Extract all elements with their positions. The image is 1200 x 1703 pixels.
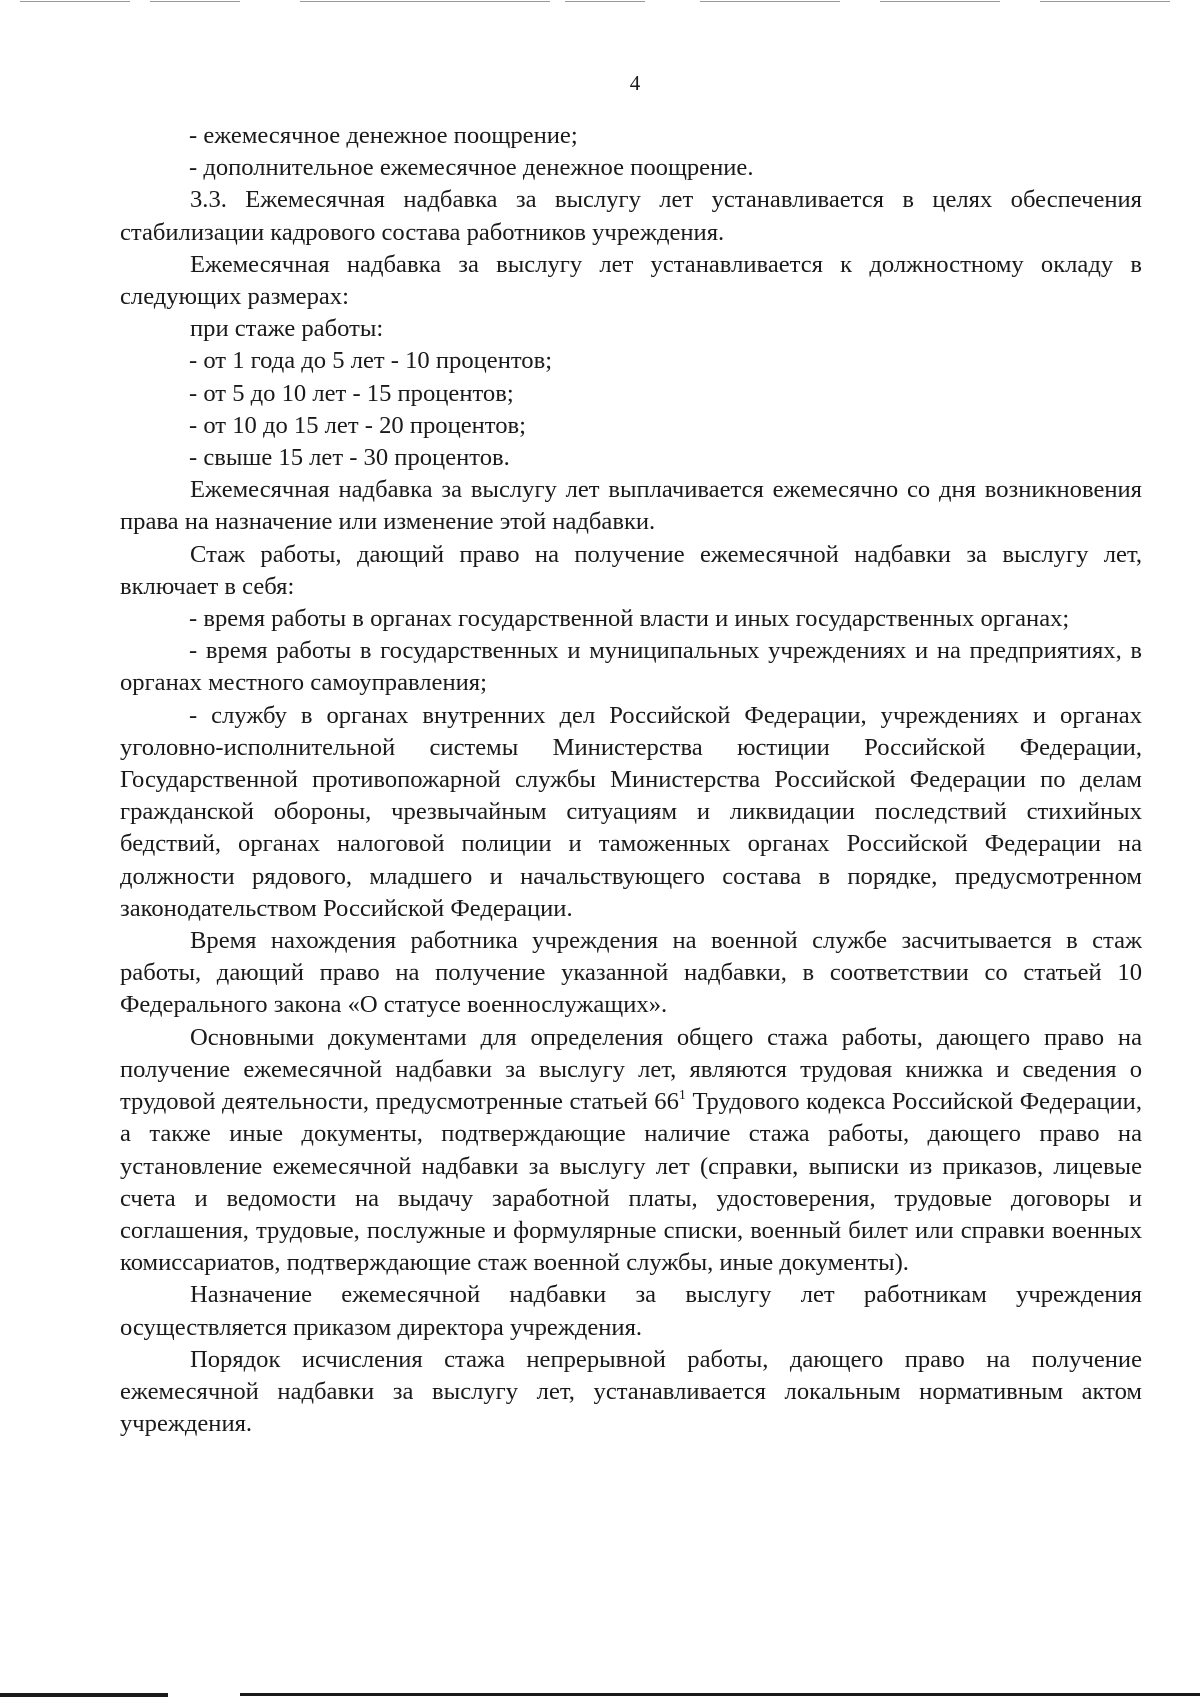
list-item: - от 1 года до 5 лет - 10 процентов; (189, 347, 553, 375)
paragraph: Ежемесячная надбавка за выслугу лет выплачивается ежемесячно со дня возникновения права на назначение или изменение этой надбавки. (120, 476, 1142, 536)
documents-text-after: Трудового кодекса Российской Федерации, а также иные документы, подтверждающие наличие стажа работы, дающего право на установление ежемесячной надбавки за выслугу лет (справки, выписки из приказов, лицевые счета и ведомости на выдачу заработной платы, удостоверения, трудовые договоры и соглашения, трудовые, послужные и формулярные списки, военный билет или справки военных комиссариатов, подтверждающие стаж военной службы, иные документы). (120, 1088, 1142, 1277)
list-item: - дополнительное ежемесячное денежное поощрение. (189, 154, 754, 182)
list-item: - от 5 до 10 лет - 15 процентов; (189, 379, 514, 407)
scan-edge-top (0, 0, 1200, 6)
section-3-3-paragraph: 3.3. Ежемесячная надбавка за выслугу лет устанавливается в целях обеспечения стабилизации кадрового состава работников учреждения. (120, 186, 1142, 246)
list-item: - ежемесячное денежное поощрение; (189, 122, 578, 149)
list-item: - от 10 до 15 лет - 20 процентов; (189, 411, 526, 439)
paragraph: Назначение ежемесячной надбавки за выслугу лет работникам учреждения осуществляется приказом директора учреждения. (120, 1281, 1142, 1341)
paragraph: Порядок исчисления стажа непрерывной работы, дающего право на получение ежемесячной надбавки за выслугу лет, устанавливается локальным нормативным актом учреждения. (120, 1345, 1142, 1438)
list-item: - службу в органах внутренних дел Российской Федерации, учреждениях и органах уголовно-исполнительной системы Министерства юстиции Российской Федерации, Государственной противопожарной службы Министерства Российской Федерации по делам гражданской обороны, чрезвычайным ситуациям и ликвидации последствий стихийных бедствий, органах налоговой полиции и таможенных органах Российской Федерации на должности рядового, младшего и начальствующего состава в порядке, предусмотренном законодательством Российской Федерации. (120, 701, 1142, 922)
documents-text-before: Основными документами для определения общего стажа работы, дающего право на получение ежемесячной надбавки за выслугу лет, являются трудовая книжка и сведения о трудовой деятельности, предусмотренные статьей 66 (120, 1023, 1142, 1116)
list-item: - время работы в государственных и муниципальных учреждениях и на предприятиях, в органах местного самоуправления; (120, 637, 1142, 697)
documents-paragraph (120, 1022, 1142, 1280)
article-superscript: 1 (678, 1088, 686, 1104)
document-body (120, 120, 1142, 1440)
list-item: - время работы в органах государственной власти и иных государственных органах; (189, 605, 1070, 633)
scan-edge-bottom (0, 1690, 1200, 1703)
list-item: - свыше 15 лет - 30 процентов. (189, 444, 510, 472)
paragraph: Стаж работы, дающий право на получение ежемесячной надбавки за выслугу лет, включает в себя: (120, 540, 1142, 600)
paragraph: Время нахождения работника учреждения на военной службе засчитывается в стаж работы, дающий право на получение указанной надбавки, в соответствии со статьей 10 Федерального закона «О статусе военнослужащих». (120, 927, 1142, 1019)
paragraph: при стаже работы: (190, 315, 384, 343)
paragraph: Ежемесячная надбавка за выслугу лет устанавливается к должностному окладу в следующих размерах: (120, 250, 1142, 311)
page-number: 4 (629, 71, 641, 95)
